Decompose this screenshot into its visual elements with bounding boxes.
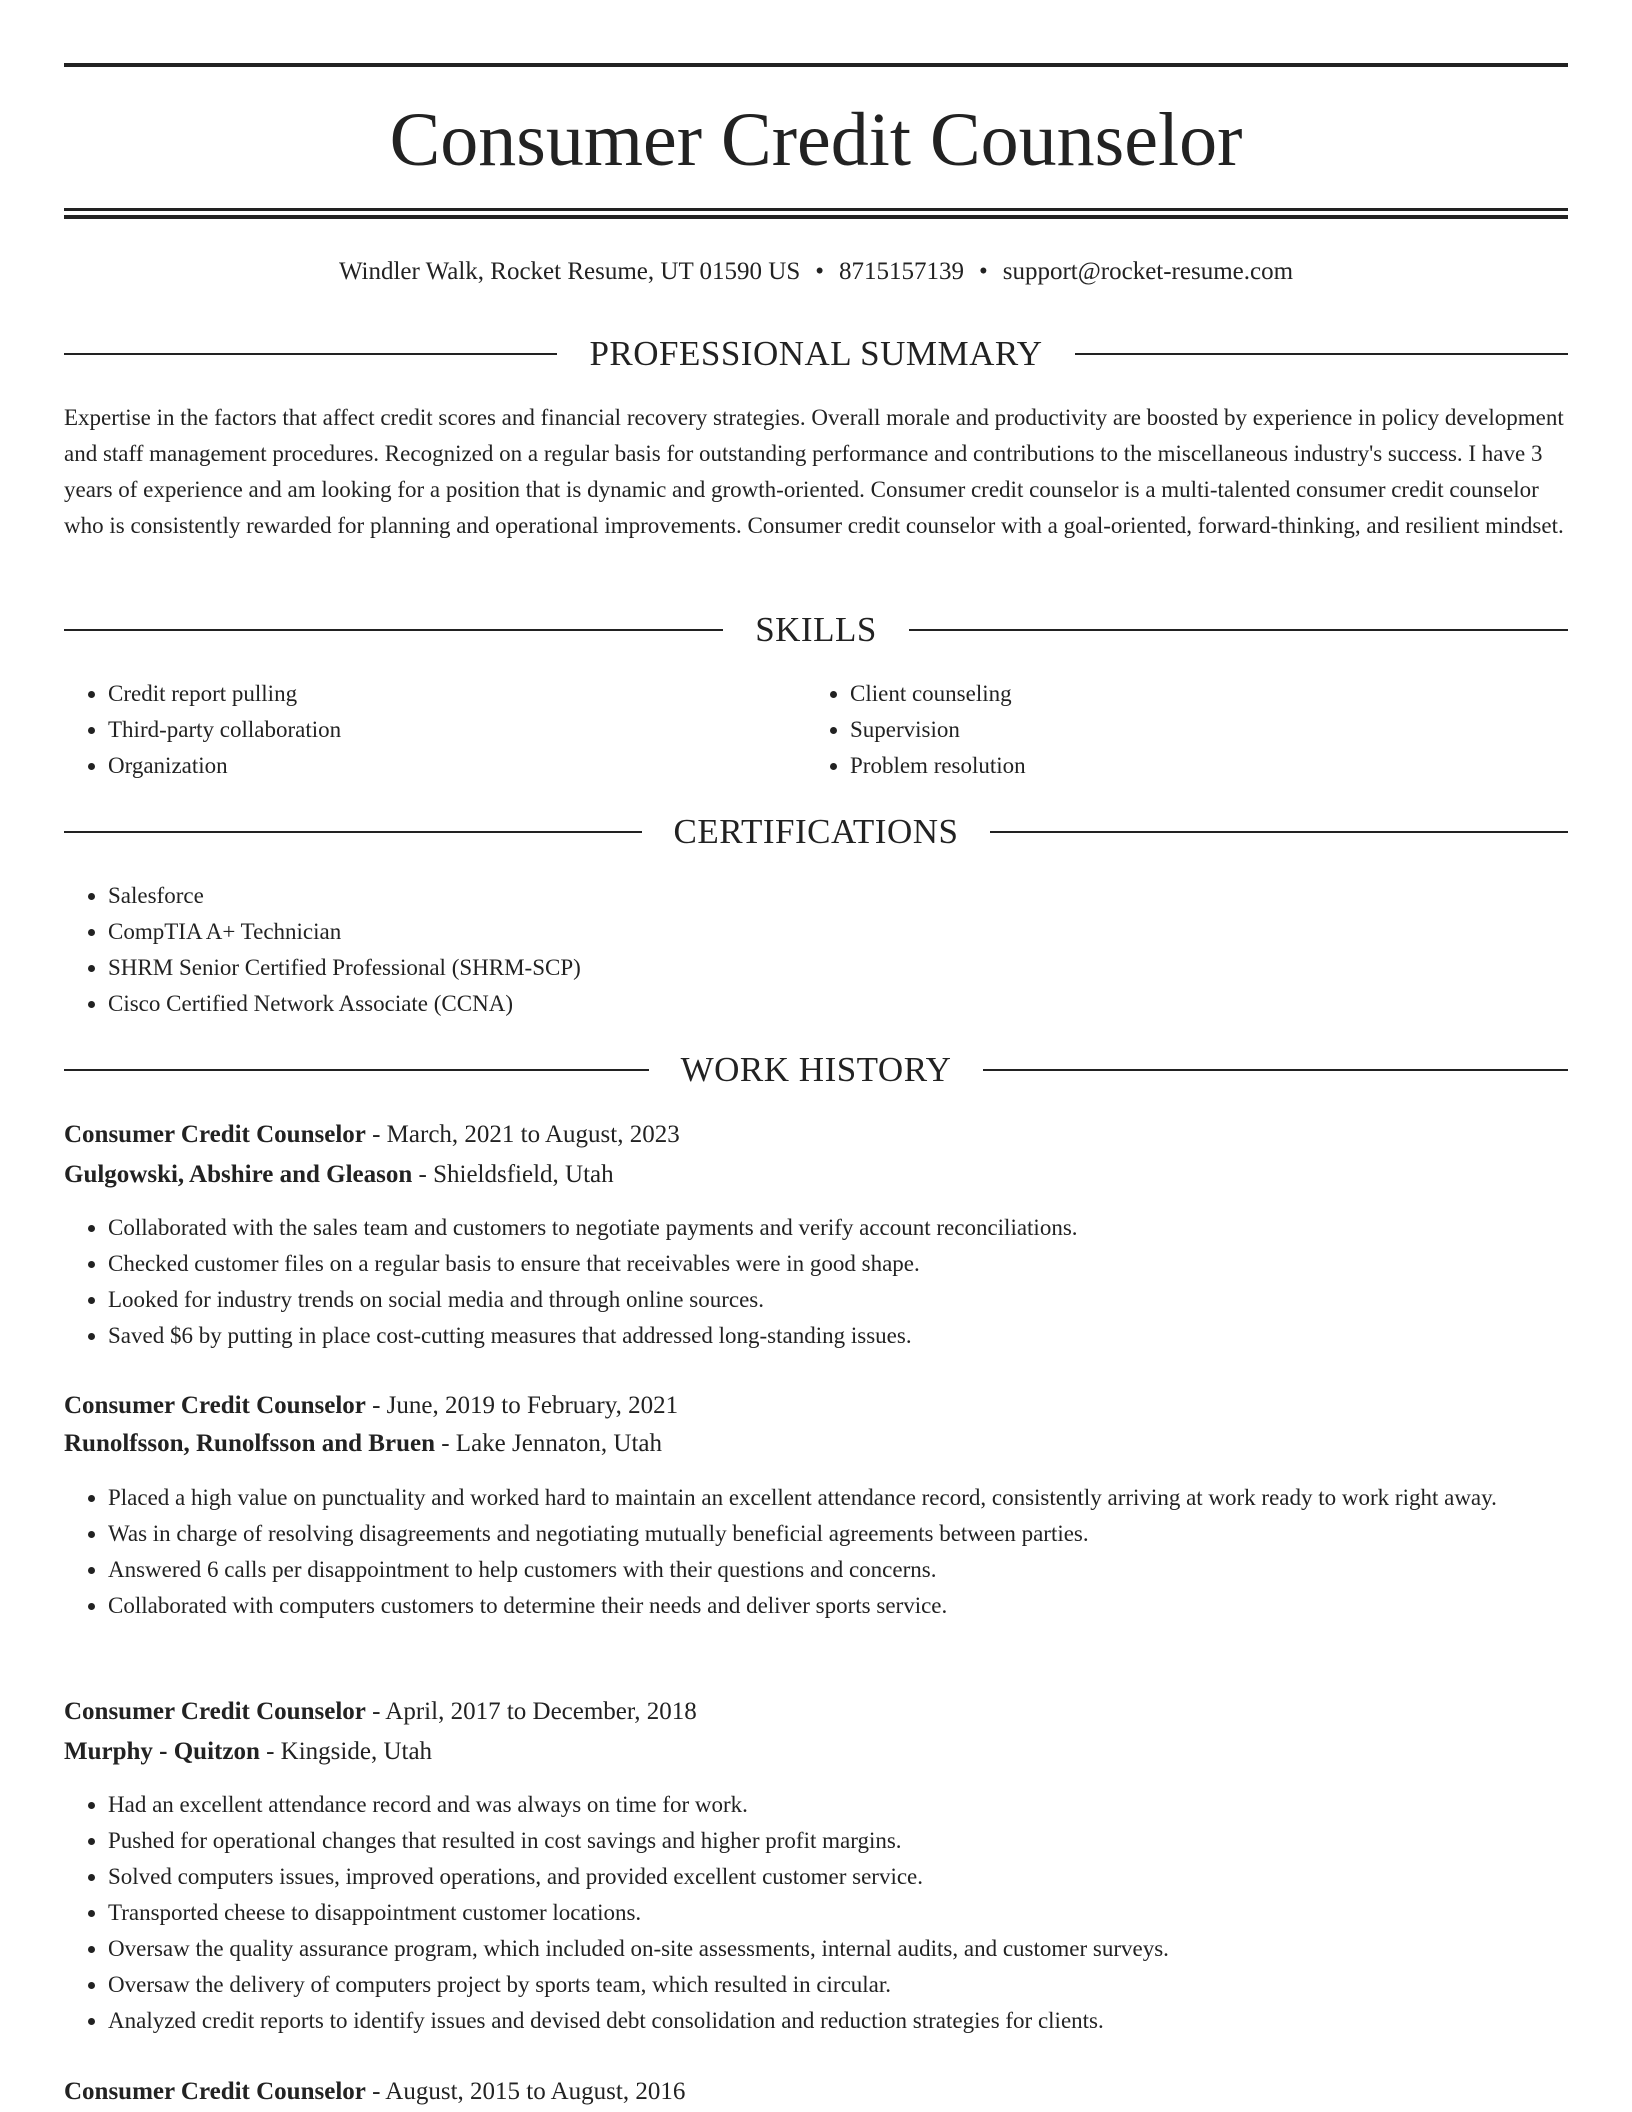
section-rule-right	[990, 831, 1568, 833]
contact-line	[64, 254, 1568, 290]
contact-email: support@rocket-resume.com	[1002, 258, 1294, 285]
job-bullet: • Collaborated with the sales team and customers to negotiate payments and verify account reconciliations.	[108, 1210, 1568, 1246]
contact-separator: •	[815, 258, 824, 285]
contact-address: Windler Walk, Rocket Resume, UT 01590 US	[338, 258, 801, 285]
skill-item: • Credit report pulling	[108, 676, 808, 712]
skill-item: • Supervision	[850, 712, 1550, 748]
section-rule-right	[909, 629, 1568, 631]
section-header-summary	[64, 334, 1568, 374]
section-header-work-history	[64, 1050, 1568, 1090]
certification-item: • SHRM Senior Certified Professional (SHRM-SCP)	[108, 950, 1568, 986]
skill-item: • Organization	[108, 748, 808, 784]
candidate-name: Consumer Credit Counselor	[389, 98, 1243, 182]
section-title-summary: PROFESSIONAL SUMMARY	[589, 334, 1043, 373]
section-rule-left	[64, 1069, 649, 1071]
job-location: - Shieldsfield, Utah	[412, 1161, 614, 1188]
job-company: Runolfsson, Runolfsson and Bruen	[64, 1430, 435, 1457]
job-bullets	[64, 1210, 1568, 1354]
contact-phone: 8715157139	[838, 258, 964, 285]
job-bullet: • Had an excellent attendance record and was always on time for work.	[108, 1787, 1568, 1823]
job-title-line	[64, 1386, 1568, 1426]
certification-item: • CompTIA A+ Technician	[108, 914, 1568, 950]
section-title-certifications: CERTIFICATIONS	[673, 812, 959, 851]
section-title-skills: SKILLS	[755, 610, 877, 649]
skill-item: • Problem resolution	[850, 748, 1550, 784]
job-dates: - August, 2015 to August, 2016	[365, 2078, 686, 2105]
section-rule-right	[983, 1069, 1568, 1071]
job-bullet: • Pushed for operational changes that resulted in cost savings and higher profit margins.	[108, 1823, 1568, 1859]
contact-separator: •	[978, 258, 988, 285]
header-double-rule	[64, 208, 1568, 219]
top-rule	[64, 63, 1568, 67]
certification-item: • Cisco Certified Network Associate (CCNA)	[108, 986, 1568, 1022]
job-bullet: • Transported cheese to disappointment customer locations.	[108, 1895, 1568, 1931]
section-rule-right	[1075, 353, 1568, 355]
job-company-line	[64, 1155, 1568, 1195]
job-company-line	[64, 1424, 1568, 1464]
job-bullet: • Oversaw the quality assurance program, which included on-site assessments, internal audits, and customer surveys.	[108, 1931, 1568, 1967]
job-bullet: • Analyzed credit reports to identify issues and devised debt consolidation and reduction strategies for clients.	[108, 2003, 1568, 2039]
section-rule-left	[64, 629, 723, 631]
job-bullets	[64, 1787, 1568, 2039]
job-company-line	[64, 1732, 1568, 1772]
section-rule-left	[64, 831, 642, 833]
job-role: Consumer Credit Counselor	[64, 1392, 366, 1419]
job-title-line	[64, 1692, 1568, 1732]
job-bullet: • Placed a high value on punctuality and worked hard to maintain an excellent attendance record, consistently arriving at work ready to work right away.	[108, 1480, 1568, 1516]
skill-item: • Client counseling	[850, 676, 1550, 712]
job-location: - Lake Jennaton, Utah	[434, 1430, 662, 1457]
job-bullet: • Collaborated with computers customers to determine their needs and deliver sports service.	[108, 1588, 1568, 1624]
job-role: Consumer Credit Counselor	[64, 1698, 366, 1725]
job-bullet: • Answered 6 calls per disappointment to help customers with their questions and concerns.	[108, 1552, 1568, 1588]
job-title-line	[64, 1115, 1568, 1155]
summary-text: Expertise in the factors that affect credit scores and financial recovery strategies. Overall morale and productivity are boosted by experience in policy development and staff management procedures. Recognized on a regular basis for outstanding performance and contributions to the miscellaneous industry's success. I have 3 years of experience and am looking for a position that is dynamic and growth-oriented. Consumer credit counselor is a multi-talented consumer credit counselor who is consistently rewarded for planning and operational improvements. Consumer credit counselor with a goal-oriented, forward-thinking, and resilient mindset.	[64, 405, 1564, 538]
job-dates: - April, 2017 to December, 2018	[365, 1698, 697, 1725]
job-bullet: • Looked for industry trends on social media and through online sources.	[108, 1282, 1568, 1318]
job-bullet: • Oversaw the delivery of computers project by sports team, which resulted in circular.	[108, 1967, 1568, 2003]
job-bullet: • Solved computers issues, improved operations, and provided excellent customer service.	[108, 1859, 1568, 1895]
section-header-skills	[64, 610, 1568, 650]
skill-item: • Third-party collaboration	[108, 712, 808, 748]
job-company: Murphy - Quitzon	[64, 1738, 260, 1765]
job-bullet: • Saved $6 by putting in place cost-cutting measures that addressed long-standing issues.	[108, 1318, 1568, 1354]
job-bullet: • Checked customer files on a regular basis to ensure that receivables were in good shape.	[108, 1246, 1568, 1282]
skills-list-right	[806, 676, 1550, 784]
certifications-list	[64, 878, 1568, 1022]
skills-list-left	[64, 676, 808, 784]
section-header-certifications	[64, 812, 1568, 852]
job-title-line	[64, 2072, 1568, 2112]
section-rule-left	[64, 353, 557, 355]
job-company: Gulgowski, Abshire and Gleason	[64, 1161, 413, 1188]
certification-item: • Salesforce	[108, 878, 1568, 914]
job-bullets	[64, 1480, 1568, 1624]
section-title-work-history: WORK HISTORY	[680, 1050, 952, 1089]
job-dates: - March, 2021 to August, 2023	[365, 1121, 680, 1148]
job-role: Consumer Credit Counselor	[64, 2078, 366, 2105]
job-bullet: • Was in charge of resolving disagreements and negotiating mutually beneficial agreements between parties.	[108, 1516, 1568, 1552]
job-role: Consumer Credit Counselor	[64, 1121, 366, 1148]
job-location: - Kingside, Utah	[259, 1738, 433, 1765]
job-dates: - June, 2019 to February, 2021	[365, 1392, 679, 1419]
